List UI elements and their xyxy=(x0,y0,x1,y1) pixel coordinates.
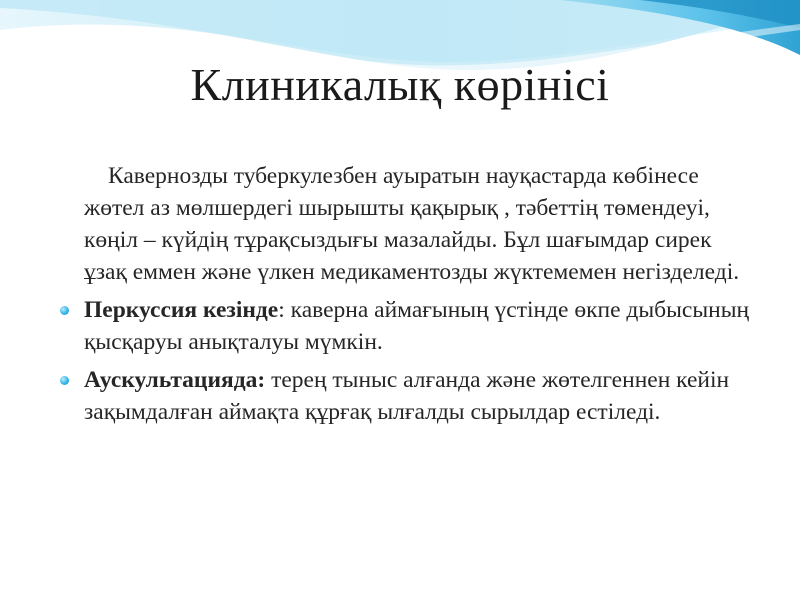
bullet-lead: Аускультацияда: xyxy=(84,367,266,393)
bullet-dot-icon xyxy=(60,376,69,385)
bullet-text: терең тыныс алғанда және жөтелгеннен кейін зақымдалған аймақта құрғақ ылғалды сырылдар естіледі. xyxy=(84,367,730,425)
bullet-dot-icon xyxy=(60,306,69,315)
bullet-percussion xyxy=(60,294,750,358)
intro-paragraph: Кавернозды туберкулезбен ауыратын науқастарда көбінесе жөтел аз мөлшердегі шырышты қақырық , тәбеттің төмендеуі, көңіл – күйдің тұрақсыздығы мазалайды. Бұл шағымдар сирек ұзақ еммен және үлкен медикаментозды жүктемемен негізделеді. xyxy=(84,163,740,285)
bullet-auscultation xyxy=(60,364,750,428)
bullet-text: : каверна аймағының үстінде өкпе дыбысының қысқаруы анықталуы мүмкін. xyxy=(84,297,750,355)
slide-title: Клиникалық көрінісі xyxy=(190,59,610,110)
slide-content xyxy=(60,160,750,434)
bullet-lead: Перкуссия кезінде xyxy=(84,297,279,323)
